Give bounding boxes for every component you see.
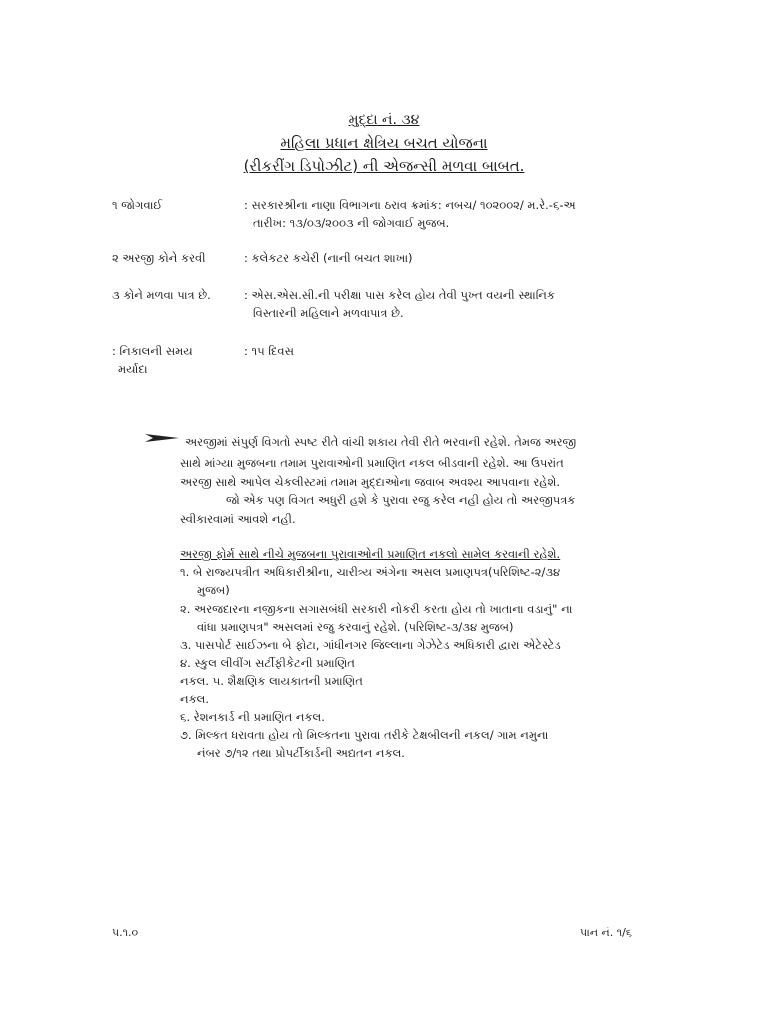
document-item-6: ૬. રેશનકાર્ડ ની પ્રમાણિત નકલ. (180, 710, 325, 724)
s4-label-line2: મર્યાદા (118, 362, 148, 376)
s4-value: : ૧૫ દિવસ (244, 344, 294, 358)
document-item-3: ૩. પાસપોર્ટ સાઈઝના બે ફોટા, ગાંધીનગર જિલ્લાના ગેઝેટેડ અધિકારી દ્વારા એટેસ્ટેડ (180, 638, 561, 652)
instruction-line3: અરજી સાથે આપેલ ચેકલીસ્ટમાં તમામ મુદ્દાઓના જવાબ અવશ્ય આપવાના રહેશે. (180, 475, 560, 489)
s3-label: ૩ કોને મળવા પાત્ર છે. (112, 288, 211, 302)
documents-heading: અરજી ફોર્મ સાથે નીચે મુજબના પુરાવાઓની પ્રમાણિત નકલો સામેલ કરવાની રહેશે. (180, 547, 561, 561)
s1-label: ૧ જોગવાઈ (112, 198, 163, 212)
scheme-subtitle: (રીકરીંગ ડિપોઝીટ) ની એજન્સી મળવા બાબત. (243, 157, 525, 175)
document-item-7a: ૭. મિલ્કત ધરાવતા હોય તો મિલ્કતના પુરાવા તરીકે ટેક્ષબીલની નકલ/ ગામ નમુના (180, 728, 549, 742)
footer-left-code: પ.૧.૦ (112, 926, 139, 939)
doc-number: મુદ્દા નં. ૩૪ (348, 112, 420, 128)
document-item-1a: ૧. બે રાજ્યપત્રીત અધિકારીશ્રીના, ચારીત્ર્ય અંગેના અસલ પ્રમાણપત્ર(પરિશિષ્ટ-૨/૩૪ (180, 565, 561, 579)
instruction-line2: સાથે માંગ્યા મુજબના તમામ પુરાવાઓની પ્રમાણિત નકલ બીડવાની રહેશે. આ ઉપરાંત (180, 456, 564, 470)
s2-value: : કલેકટર કચેરી (નાની બચત શાખા) (244, 251, 413, 265)
scheme-title: મહિલા પ્રધાન ક્ષેત્રિય બચત યોજના (280, 134, 488, 152)
s1-value-line1: : સરકારશ્રીના નાણા વિભાગના ઠરાવ ક્રમાંક: નબચ/ ૧૦૨૦૦૨/ મ.રે.-૬-અ (244, 198, 576, 212)
document-item-4b: નકલ. ૫. શૈક્ષણિક લાયકાતની પ્રમાણિત (180, 674, 363, 688)
document-item-7b: નંબર ૭/૧૨ તથા પ્રોપર્ટીકાર્ડની અદ્યતન નકલ. (197, 746, 405, 760)
s2-label: ૨ અરજી કોને કરવી (112, 251, 206, 265)
document-item-5b: નકલ. (180, 692, 210, 706)
s3-value-line1: : એસ.એસ.સી.ની પરીક્ષા પાસ કરેલ હોય તેવી પુખ્ત વયની સ્થાનિક (244, 288, 555, 302)
s4-label-line1: : નિકાલની સમય (112, 344, 193, 358)
document-item-1b: મુજબ) (197, 583, 230, 597)
document-item-2b: વાંધા પ્રમાણપત્ર" અસલમાં રજુ કરવાનું રહેશે. (પરિશિષ્ટ-૩/૩૪ મુજબ) (197, 620, 514, 634)
instruction-line4: જો એક પણ વિગત અધુરી હશે કે પુરાવા રજુ કરેલ નહી હોય તો અરજીપત્રક (226, 493, 576, 507)
page-number: પાન નં. ૧/૬ (580, 926, 632, 939)
s3-value-line2: વિસ્તારની મહિલાને મળવાપાત્ર છે. (253, 306, 404, 320)
arrow-bullet-icon (143, 432, 183, 444)
document-item-2a: ૨. અરજદારના નજીકના સગાસબંધી સરકારી નોકરી કરતા હોય તો ખાતાના વડાનું" ના (180, 602, 573, 616)
document-item-4: ૪. સ્કુલ લીવીંગ સર્ટીફીકેટની પ્રમાણિત (180, 656, 355, 670)
s1-value-line2: તારીખ: ૧૩/૦૩/૨૦૦૩ ની જોગવાઈ મુજબ. (253, 216, 450, 230)
instruction-line1: અરજીમાં સંપુર્ણ વિગતો સ્પષ્ટ રીતે વાંચી શકાય તેવી રીતે ભરવાની રહેશે. તેમજ અરજી (185, 435, 577, 449)
instruction-line5: સ્વીકારવામાં આવશે નહી. (180, 512, 296, 526)
